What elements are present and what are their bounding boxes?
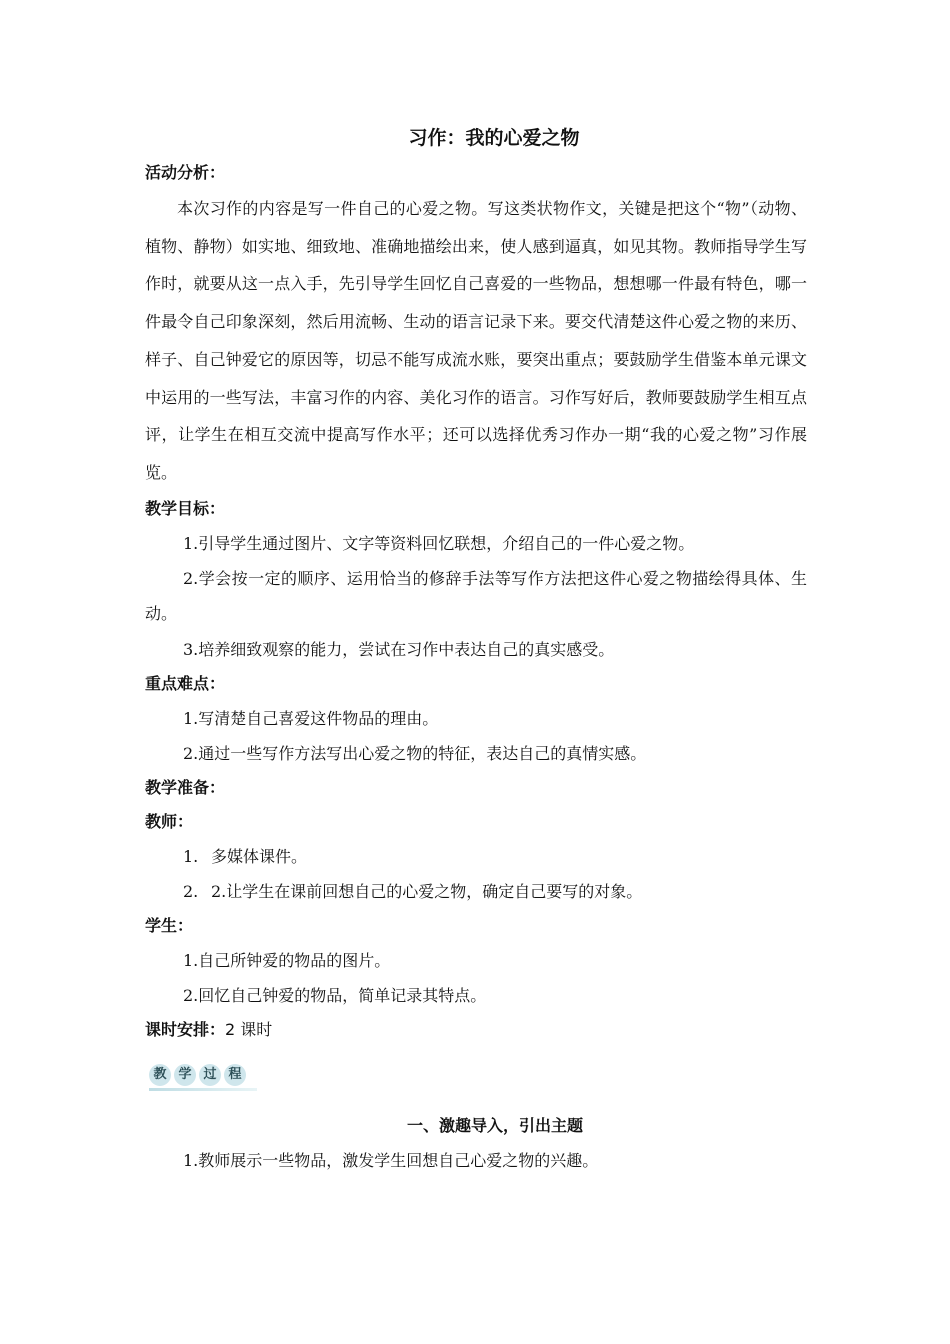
analysis-heading: 活动分析：	[145, 163, 226, 182]
student-item: 1.自己所钟爱的物品的图片。	[183, 950, 391, 970]
goal-item: 3.培养细致观察的能力，尝试在习作中表达自己的真实感受。	[183, 639, 615, 659]
badge-char: 教	[149, 1064, 171, 1086]
badge-char: 过	[199, 1064, 221, 1086]
goal-item: 2.学会按一定的顺序、运用恰当的修辞手法等写作方法把这件心爱之物描绘得具体、生动。	[145, 568, 807, 624]
document-page	[145, 120, 807, 1178]
badge-underline	[149, 1088, 257, 1091]
key-point-item: 2.通过一些写作方法写出心爱之物的特征，表达自己的真情实感。	[183, 743, 647, 763]
schedule-value: 2 课时	[225, 1019, 273, 1039]
goal-item: 1.引导学生通过图片、文字等资料回忆联想，介绍自己的一件心爱之物。	[183, 533, 695, 553]
schedule-line	[145, 1013, 807, 1047]
document-title: 习作：我的心爱之物	[408, 127, 580, 149]
teacher-heading: 教师：	[145, 811, 194, 831]
teacher-item	[145, 839, 807, 874]
student-item: 2.回忆自己钟爱的物品，简单记录其特点。	[183, 985, 487, 1005]
student-heading: 学生：	[145, 915, 194, 935]
section-item: 1.教师展示一些物品，激发学生回想自己心爱之物的兴趣。	[183, 1150, 599, 1170]
list-text: 多媒体课件。	[211, 846, 308, 866]
teacher-item	[145, 874, 807, 909]
list-text: 2.让学生在课前回想自己的心爱之物，确定自己要写的对象。	[211, 881, 643, 901]
analysis-paragraph: 本次习作的内容是写一件自己的心爱之物。写这类状物作文，关键是把这个“物”（动物、植物、静物）如实地、细致地、准确地描绘出来，使人感到逼真，如见其物。教师指导学生写作时，就要从这一点入手，先引导学生回忆自己喜爱的一些物品，想想哪一件最有特色，哪一件最令自己印象深刻，然后用流畅、生动的语言记录下来。要交代清楚这件心爱之物的来历、样子、自己钟爱它的原因等，切忌不能写成流水账，要突出重点；要鼓励学生借鉴本单元课文中运用的一些写法，丰富习作的内容、美化习作的语言。习作写好后，教师要鼓励学生相互点评，让学生在相互交流中提高写作水平；还可以选择优秀习作办一期“我的心爱之物”习作展览。	[145, 199, 807, 482]
key-points-heading: 重点难点：	[145, 673, 226, 693]
schedule-label: 课时安排：	[145, 1019, 226, 1039]
badge-char: 学	[174, 1064, 196, 1086]
list-number: 1.	[183, 846, 199, 866]
key-point-item: 1.写清楚自己喜爱这件物品的理由。	[183, 708, 439, 728]
process-badge	[149, 1063, 257, 1091]
goals-heading: 教学目标：	[145, 498, 226, 518]
preparation-heading: 教学准备：	[145, 777, 226, 797]
section-heading: 一、激趣导入，引出主题	[406, 1115, 583, 1135]
badge-char: 程	[224, 1064, 246, 1086]
list-number: 2.	[183, 881, 199, 901]
